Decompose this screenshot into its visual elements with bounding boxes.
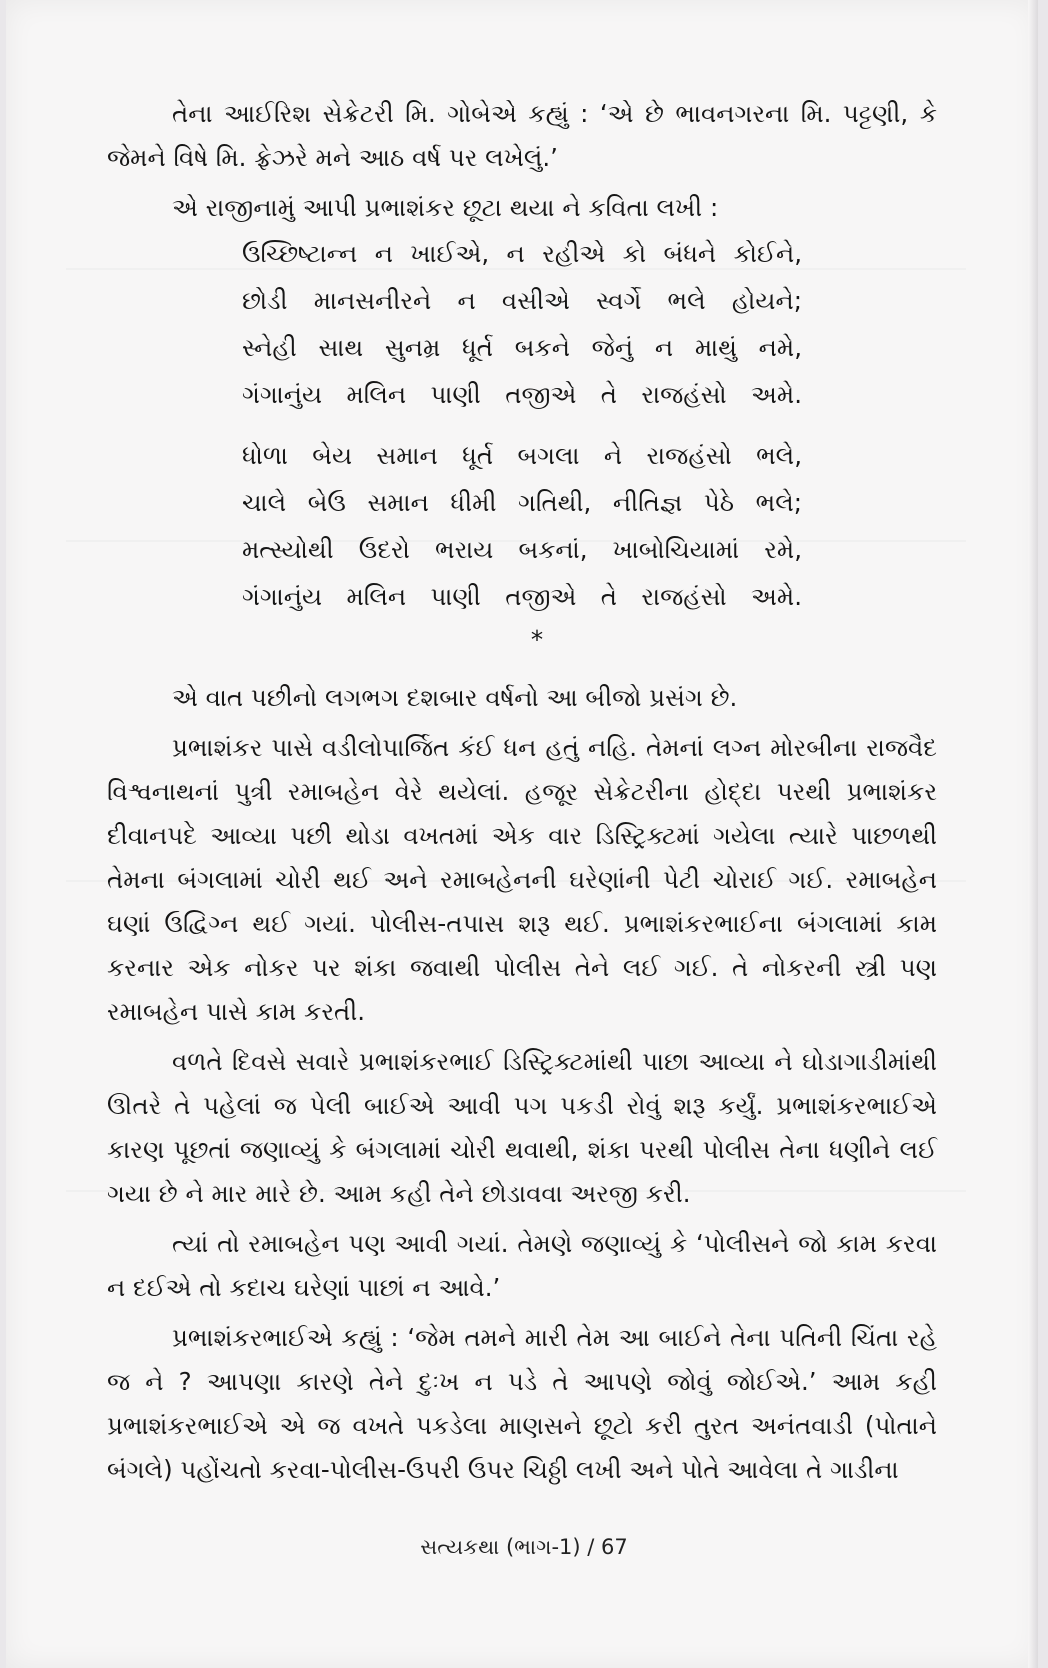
poem-line: મત્સ્યોથી ઉદરો ભરાય બકનાં, ખાબોચિયામાં રમે, — [242, 535, 802, 564]
paragraph-secretary-quote: તેના આઈરિશ સેક્રેટરી મિ. ગોબેએ કહ્યું : ‘એ છે ભાવનગરના મિ. પટ્ટણી, કે જેમને વિષે મિ. ફ્રેઝરે મને આઠ વર્ષ પર લખેલું.’ — [107, 99, 937, 172]
paragraph-second-incident: એ વાત પછીનો લગભગ દશબાર વર્ષનો આ બીજો પ્રસંગ છે. — [172, 683, 738, 712]
poem-line: ગંગાનુંય મલિન પાણી તજીએ તે રાજહંસો અમે. — [242, 582, 802, 611]
poem-line: ગંગાનુંય મલિન પાણી તજીએ તે રાજહંસો અમે. — [242, 380, 802, 409]
poem-line: સ્નેહી સાથ સુનમ્ર ધૂર્ત બકને જેનું ન માથું નમે, — [242, 333, 802, 362]
poem-line: ઉચ્છિષ્ટાન્ન ન ખાઈએ, ન રહીએ કો બંધને કોઈને, — [242, 239, 802, 268]
poem — [242, 230, 802, 620]
page-footer: સત્યકથા (ભાગ-1) / 67 — [420, 1535, 628, 1559]
paragraph-servant-wife: વળતે દિવસે સવારે પ્રભાશંકરભાઈ ડિસ્ટ્રિક્ટમાંથી પાછા આવ્યા ને ઘોડાગાડીમાંથી ઊતરે તે પહેલાં જ પેલી બાઈએ આવી પગ પકડી રોવું શરૂ કર્યું. પ્રભાશંકરભાઈએ કારણ પૂછતાં જણાવ્યું કે બંગલામાં ચોરી થવાથી, શંકા પરથી પોલીસ તેના ધણીને લઈ ગયા છે ને માર મારે છે. આમ કહી તેને છોડાવવા અરજી કરી. — [107, 1047, 937, 1208]
page-edge-shadow — [1028, 0, 1038, 1668]
paragraph-theft: પ્રભાશંકર પાસે વડીલોપાર્જિત કંઈ ધન હતું નહિ. તેમનાં લગ્ન મોરબીના રાજવૈદ વિશ્વનાથનાં પુત્રી રમાબહેન વેરે થયેલાં. હજૂર સેક્રેટરીના હોદ્દા પરથી પ્રભાશંકર દીવાનપદે આવ્યા પછી થોડા વખતમાં એક વાર ડિસ્ટ્રિક્ટમાં ગયેલા ત્યારે પાછળથી તેમના બંગલામાં ચોરી થઈ અને રમાબહેનની ઘરેણાંની પેટી ચોરાઈ ગઈ. રમાબહેન ઘણાં ઉદ્વિગ્ન થઈ ગયાં. પોલીસ-તપાસ શરૂ થઈ. પ્રભાશંકરભાઈના બંગલામાં કામ કરનાર એક નોકર પર શંકા જવાથી પોલીસ તેને લઈ ગઈ. તે નોકરની સ્ત્રી પણ રમાબહેન પાસે કામ કરતી. — [107, 733, 937, 1026]
paragraph-release: પ્રભાશંકરભાઈએ કહ્યું : ‘જેમ તમને મારી તેમ આ બાઈને તેના પતિની ચિંતા રહે જ ને ? આપણા કારણે તેને દુઃખ ન પડે તે આપણે જોવું જોઈએ.’ આમ કહી પ્રભાશંકરભાઈએ એ જ વખતે પકડેલા માણસને છૂટો કરી તુરત અનંતવાડી (પોતાને બંગલે) પહોંચતો કરવા-પોલીસ-ઉપરી ઉપર ચિઠ્ઠી લખી અને પોતે આવેલા તે ગાડીના — [107, 1323, 937, 1484]
poem-line: ધોળા બેય સમાન ધૂર્ત બગલા ને રાજહંસો ભલે, — [242, 441, 802, 470]
page-body — [107, 92, 937, 1492]
poem-line: ચાલે બેઉ સમાન ધીમી ગતિથી, નીતિજ્ઞ પેઠે ભલે; — [242, 488, 802, 517]
paragraph-ramabahen: ત્યાં તો રમાબહેન પણ આવી ગયાં. તેમણે જણાવ્યું કે ‘પોલીસને જો કામ કરવા ન દઈએ તો કદાચ ઘરેણાં પાછાં ન આવે.’ — [107, 1229, 937, 1302]
paragraph-resignation: એ રાજીનામું આપી પ્રભાશંકર છૂટા થયા ને કવિતા લખી : — [172, 193, 719, 222]
poem-line: છોડી માનસનીરને ન વસીએ સ્વર્ગે ભલે હોયને; — [242, 286, 802, 315]
section-separator: * — [530, 625, 544, 654]
